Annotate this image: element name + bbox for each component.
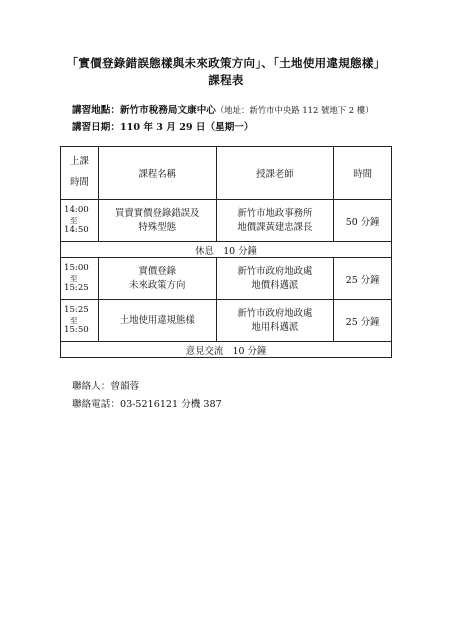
teacher-line1: 新竹市地政事務所	[237, 207, 313, 219]
course-name-line1: 土地使用違規態樣	[119, 314, 195, 326]
header-time-top: 上課	[70, 156, 89, 168]
teacher-line2: 地用科邁派	[251, 321, 299, 333]
schedule-table	[60, 146, 392, 358]
time-cell	[61, 300, 99, 342]
teacher-line1: 新竹市政府地政處	[237, 307, 313, 319]
time-cell	[61, 200, 99, 242]
course-cell	[98, 200, 216, 242]
time-to: 至	[70, 273, 78, 283]
header-course: 課程名稱	[98, 147, 216, 200]
date-line	[72, 119, 253, 133]
header-time-bottom: 時間	[70, 177, 89, 188]
end-time: 15:50	[64, 325, 89, 336]
duration-cell: 25 分鐘	[334, 258, 392, 300]
contact-phone: 聯絡電話：03-5216121 分機 387	[72, 399, 222, 410]
location-line	[72, 102, 374, 116]
end-time: 15:25	[64, 283, 89, 294]
start-time: 15:00	[64, 263, 89, 274]
table-row	[61, 258, 392, 300]
header-teacher: 授課老師	[216, 147, 334, 200]
duration-cell: 25 分鐘	[334, 300, 392, 342]
table-row	[61, 200, 392, 242]
course-name-line1: 買賣實價登錄錯誤及	[115, 207, 200, 219]
document-subtitle: 課程表	[208, 73, 244, 87]
teacher-line2: 地價科邁派	[251, 279, 299, 291]
break-row	[61, 242, 392, 258]
header-time	[61, 147, 99, 200]
header-duration: 時間	[334, 147, 392, 200]
end-time: 14:50	[64, 225, 89, 236]
table-header-row	[61, 147, 392, 200]
date-label: 講習日期：	[72, 122, 120, 133]
table-row	[61, 300, 392, 342]
start-time: 15:25	[64, 305, 89, 316]
teacher-cell	[216, 258, 334, 300]
course-name-line1: 實價登錄	[138, 265, 176, 277]
break-text: 休息 10 分鐘	[61, 242, 392, 258]
contact-person: 聯絡人：曾韻蓉	[72, 381, 140, 392]
location-value: 新竹市稅務局文康中心	[119, 105, 216, 116]
teacher-line2: 地價課黃建忠課長	[237, 221, 313, 233]
location-address: （地址：新竹市中央路 112 號地下 2 樓）	[215, 105, 374, 115]
document-title: 「實價登錄錯誤態樣與未來政策方向」、「土地使用違規態樣」	[66, 56, 386, 70]
course-name-line2: 未來政策方向	[129, 279, 186, 291]
start-time: 14:00	[64, 205, 89, 216]
location-label: 講習地點：	[72, 105, 120, 116]
time-to: 至	[70, 215, 78, 225]
course-cell	[98, 300, 216, 342]
date-value: 110 年 3 月 29 日（星期一）	[119, 122, 254, 133]
teacher-line1: 新竹市政府地政處	[237, 265, 313, 277]
course-name-line2: 特殊型態	[138, 221, 176, 233]
time-cell	[61, 258, 99, 300]
discussion-text: 意見交流 10 分鐘	[61, 342, 392, 358]
teacher-cell	[216, 200, 334, 242]
discussion-row	[61, 342, 392, 358]
duration-cell: 50 分鐘	[334, 200, 392, 242]
course-cell	[98, 258, 216, 300]
teacher-cell	[216, 300, 334, 342]
time-to: 至	[70, 315, 78, 325]
